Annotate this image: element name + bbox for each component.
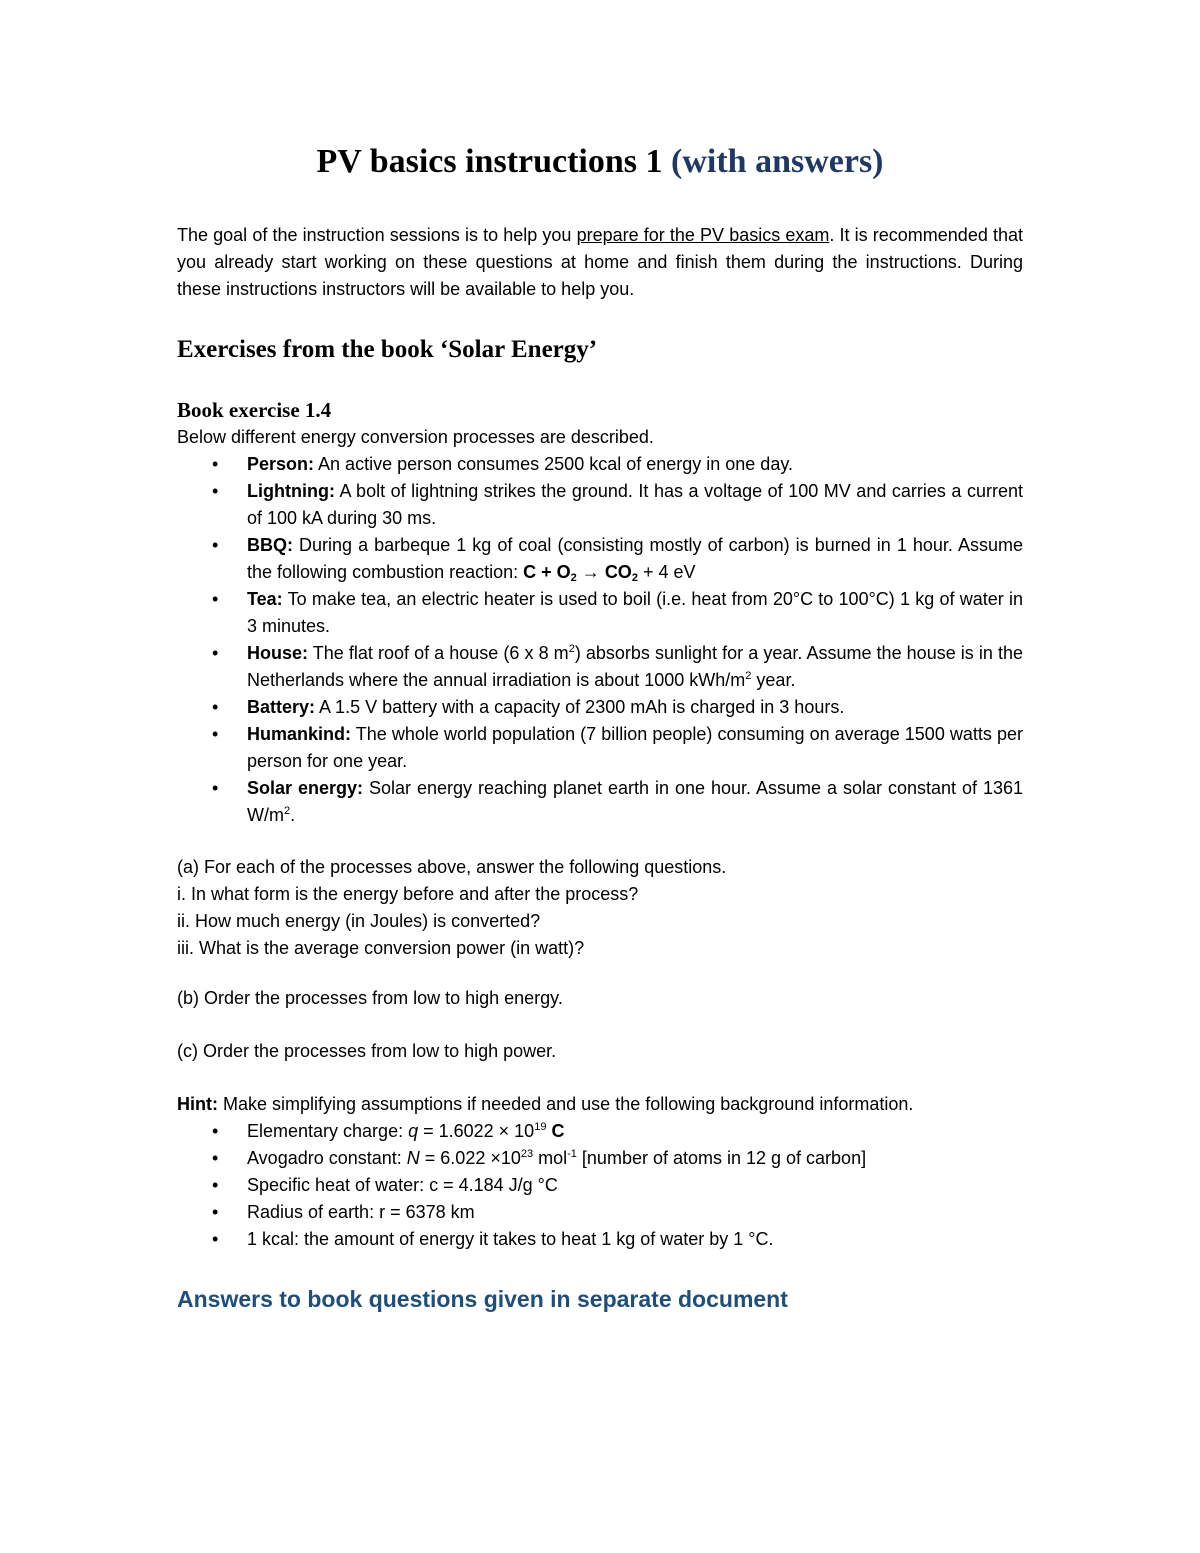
list-item	[177, 1172, 1023, 1199]
question-line: ii. How much energy (in Joules) is converted?	[177, 911, 541, 931]
superscript: 2	[568, 643, 575, 655]
superscript: 2	[745, 670, 752, 682]
constant-text: Avogadro constant:	[247, 1148, 407, 1168]
question-c: (c) Order the processes from low to high power.	[177, 1041, 557, 1061]
item-label: Solar energy:	[247, 778, 364, 798]
reaction-subscript: 2	[570, 572, 577, 584]
item-text: An active person consumes 2500 kcal of energy in one day.	[314, 454, 793, 474]
item-label: BBQ:	[247, 535, 293, 555]
list-item	[177, 694, 1023, 721]
exercise-heading: Book exercise 1.4	[177, 398, 332, 422]
item-label: Battery:	[247, 697, 316, 717]
process-list	[177, 451, 1023, 829]
item-text: The flat roof of a house (6 x 8 m	[308, 643, 569, 663]
variable: N	[406, 1148, 420, 1168]
exercise-lead: Below different energy conversion processes are described.	[177, 427, 654, 447]
reaction-part: C + O	[523, 562, 571, 582]
list-item	[177, 586, 1023, 640]
list-item	[177, 640, 1023, 694]
arrow-icon: →	[576, 562, 605, 582]
list-item	[177, 532, 1023, 586]
superscript: 2	[283, 805, 291, 817]
hint-lead	[177, 1091, 1023, 1118]
intro-text-after: . It is recommended that you already start working on these questions at home and finish them during the instructions. During these instructions instructors will be available to help you.	[177, 225, 1023, 299]
item-text: .	[290, 805, 296, 825]
item-label: Person:	[247, 454, 315, 474]
question-line: (a) For each of the processes above, answer the following questions.	[177, 857, 727, 877]
section-heading: Exercises from the book ‘Solar Energy’	[177, 336, 598, 363]
intro-text-before: The goal of the instruction sessions is to help you	[177, 225, 577, 245]
hint-text: Make simplifying assumptions if needed and use the following background information.	[217, 1094, 914, 1114]
list-item	[177, 721, 1023, 775]
item-text: year.	[751, 670, 796, 690]
item-text: To make tea, an electric heater is used to boil (i.e. heat from 20°C to 100°C) 1 kg of water in 3 minutes.	[247, 589, 1023, 636]
constant-note: [number of atoms in 12 g of carbon]	[576, 1148, 867, 1168]
constant-text: Specific heat of water: c = 4.184 J/g °C	[247, 1175, 558, 1195]
title-main: PV basics instructions 1	[316, 143, 672, 180]
item-text: ) absorbs sunlight for a year. Assume the house is in the Netherlands where the annual irradiation is about 1000 kWh/m	[247, 643, 1024, 690]
intro-underlined-text: prepare for the PV basics exam	[576, 225, 830, 245]
reaction-equation	[523, 562, 638, 582]
answers-note: Answers to book questions given in separate document	[177, 1286, 788, 1312]
title-accent: (with answers)	[671, 143, 884, 180]
list-item	[177, 451, 1023, 478]
constant-text: Elementary charge:	[247, 1121, 409, 1141]
item-text: The whole world population (7 billion people) consuming on average 1500 watts per person for one year.	[247, 724, 1023, 771]
exercise-block	[177, 396, 1023, 829]
constant-text: = 6.022 ×10	[419, 1148, 521, 1168]
constant-text: 1 kcal: the amount of energy it takes to heat 1 kg of water by 1 °C.	[247, 1229, 774, 1249]
unit: C	[546, 1121, 565, 1141]
superscript: 23	[520, 1148, 534, 1160]
list-item	[177, 775, 1023, 829]
item-label: Tea:	[247, 589, 283, 609]
section	[177, 334, 1023, 366]
superscript: -1	[567, 1148, 577, 1160]
constant-text: = 1.6022 × 10	[418, 1121, 535, 1141]
page-title	[0, 140, 1200, 184]
constants-list	[177, 1118, 1023, 1253]
question-a	[177, 854, 1023, 962]
item-label: House:	[247, 643, 309, 663]
list-item	[177, 1199, 1023, 1226]
reaction-part: + 4 eV	[637, 562, 696, 582]
item-text: Solar energy reaching planet earth in one hour. Assume a solar constant of 1361 W/m	[247, 778, 1023, 825]
list-item	[177, 478, 1023, 532]
hint-block	[177, 1091, 1023, 1253]
list-item	[177, 1145, 1023, 1172]
list-item	[177, 1226, 1023, 1253]
superscript: 19	[534, 1121, 547, 1133]
item-label: Humankind:	[247, 724, 352, 744]
item-label: Lightning:	[247, 481, 335, 501]
question-line: iii. What is the average conversion power (in watt)?	[177, 938, 585, 958]
hint-label: Hint:	[177, 1094, 218, 1114]
list-item	[177, 1118, 1023, 1145]
reaction-part: CO	[604, 562, 632, 582]
question-b: (b) Order the processes from low to high energy.	[177, 988, 563, 1008]
variable: q	[408, 1121, 419, 1141]
item-text: A 1.5 V battery with a capacity of 2300 mAh is charged in 3 hours.	[315, 697, 845, 717]
question-line: i. In what form is the energy before and after the process?	[177, 884, 639, 904]
constant-text: Radius of earth: r = 6378 km	[247, 1202, 475, 1222]
item-text: During a barbeque 1 kg of coal (consisting mostly of carbon) is burned in 1 hour. Assume the following combustion reaction:	[247, 535, 1023, 582]
item-text: A bolt of lightning strikes the ground. It has a voltage of 100 MV and carries a current of 100 kA during 30 ms.	[247, 481, 1023, 528]
unit: mol	[533, 1148, 568, 1168]
intro-paragraph	[177, 222, 1023, 303]
reaction-subscript: 2	[631, 572, 638, 584]
